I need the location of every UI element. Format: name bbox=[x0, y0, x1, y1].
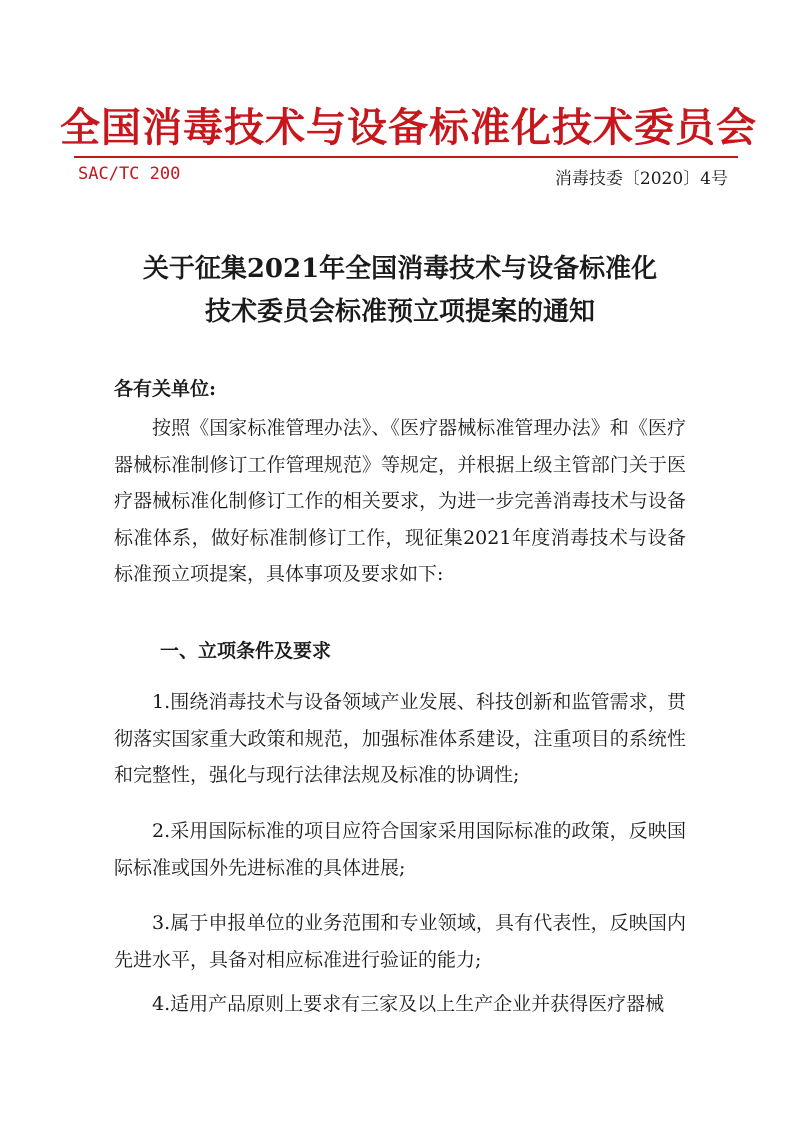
section-heading-1: 一、立项条件及要求 bbox=[160, 640, 332, 662]
organization-title: 全国消毒技术与设备标准化技术委员会 bbox=[60, 104, 757, 151]
requirement-item-1: 1.围绕消毒技术与设备领域产业发展、科技创新和监管需求，贯彻落实国家重大政策和规范，加强标准体系建设，注重项目的系统性和完整性，强化与现行法律法规及标准的协调性; bbox=[114, 691, 686, 786]
requirement-item-2: 2.采用国际标准的项目应符合国家采用国际标准的政策，反映国际标准或国外先进标准的具体进展; bbox=[114, 820, 686, 879]
header-red-rule bbox=[74, 156, 738, 158]
requirement-item-4: 4.适用产品原则上要求有三家及以上生产企业并获得医疗器械 bbox=[152, 993, 665, 1015]
requirement-item-3: 3.属于申报单位的业务范围和专业领域，具有代表性，反映国内先进水平，具备对相应标准进行验证的能力; bbox=[114, 912, 686, 971]
salutation: 各有关单位: bbox=[114, 378, 217, 400]
document-number: 消毒技委〔2020〕4号 bbox=[554, 169, 728, 189]
committee-code: SAC/TC 200 bbox=[78, 164, 181, 184]
notice-title-line-1: 关于征集2021年全国消毒技术与设备标准化 bbox=[142, 254, 658, 284]
notice-title-line-2: 技术委员会标准预立项提案的通知 bbox=[204, 297, 595, 327]
intro-paragraph: 按照《国家标准管理办法》、《医疗器械标准管理办法》和《医疗器械标准制修订工作管理规范》等规定，并根据上级主管部门关于医疗器械标准化制修订工作的相关要求，为进一步完善消毒技术与设备标准体系，做好标准制修订工作，现征集2021年度消毒技术与设备标准预立项提案，具体事项及要求如下: bbox=[114, 417, 686, 585]
